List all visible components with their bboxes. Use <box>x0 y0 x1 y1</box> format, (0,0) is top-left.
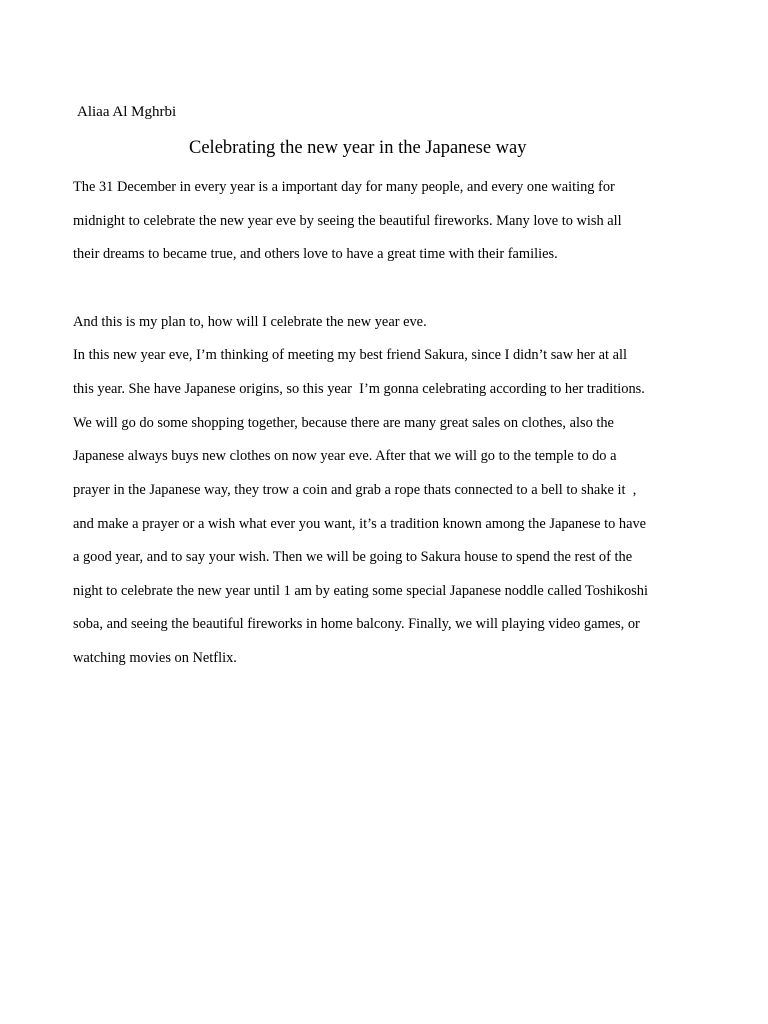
text-line: night to celebrate the new year until 1 am by eating some special Japanese noddle called Toshikoshi <box>73 583 648 599</box>
author-name: Aliaa Al Mghrbi <box>77 104 177 120</box>
text-line: In this new year eve, I’m thinking of meeting my best friend Sakura, since I didn’t saw her at all <box>73 347 628 363</box>
text-line: and make a prayer or a wish what ever you want, it’s a tradition known among the Japanese to have <box>73 516 647 532</box>
text-line: soba, and seeing the beautiful fireworks in home balcony. Finally, we will playing video games, or <box>73 616 640 632</box>
text-line: watching movies on Netflix. <box>73 650 237 666</box>
text-line: a good year, and to say your wish. Then we will be going to Sakura house to spend the rest of the <box>73 549 633 565</box>
document-title: Celebrating the new year in the Japanese way <box>189 138 527 158</box>
text-line: this year. She have Japanese origins, so this year I’m gonna celebrating according to her traditions. <box>73 381 645 397</box>
text-line: prayer in the Japanese way, they trow a coin and grab a rope thats connected to a bell to shake it , <box>73 482 637 498</box>
text-line: We will go do some shopping together, because there are many great sales on clothes, also the <box>73 415 614 431</box>
text-line: midnight to celebrate the new year eve by seeing the beautiful fireworks. Many love to wish all <box>73 213 622 229</box>
text-line: their dreams to became true, and others love to have a great time with their families. <box>73 246 558 262</box>
text-line: The 31 December in every year is a important day for many people, and every one waiting for <box>73 179 615 195</box>
text-line: And this is my plan to, how will I celebrate the new year eve. <box>73 314 427 330</box>
text-line: Japanese always buys new clothes on now year eve. After that we will go to the temple to do a <box>73 448 617 464</box>
